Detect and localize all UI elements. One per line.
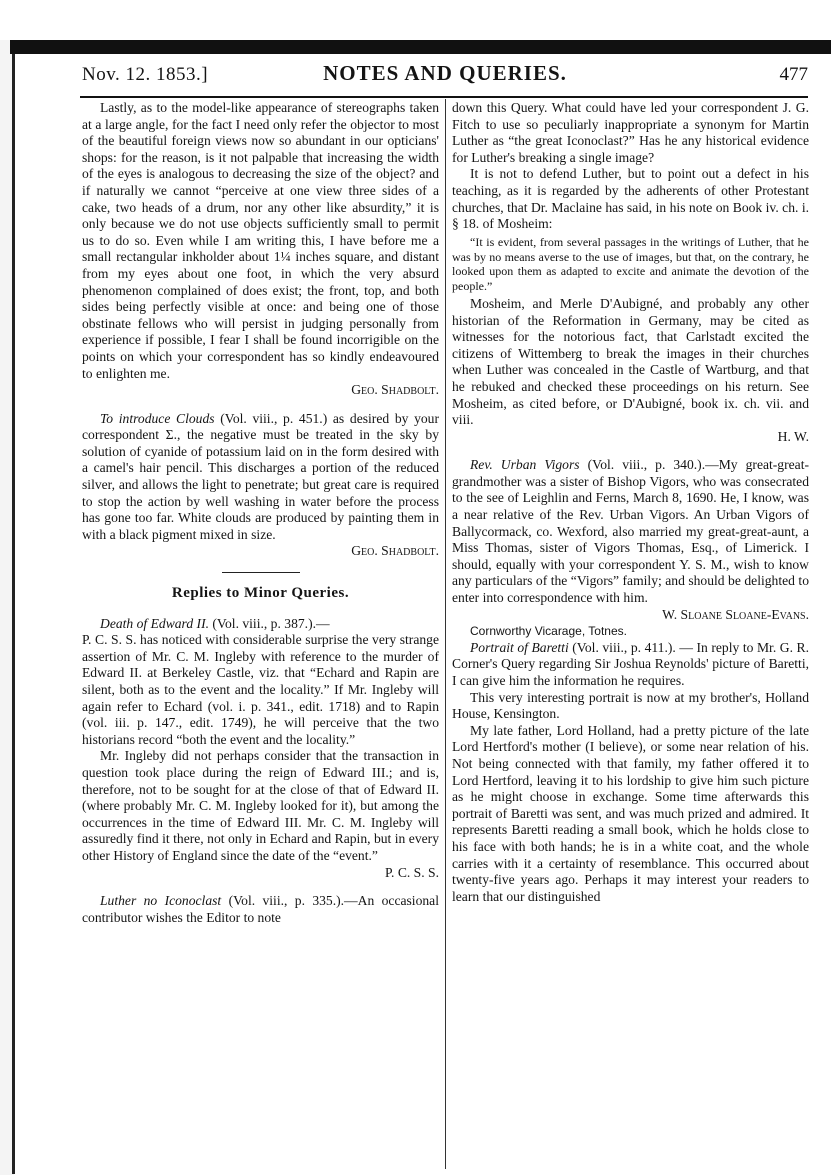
luther-paragraph: [82, 893, 439, 926]
edward-paragraph-1: P. C. S. S. has noticed with considerable surprise the very strange assertion of Mr. C. M. Ingleby with reference to the murder of Edward II. at Berkeley Castle, viz. that “Echard and Rapin are silent, both as to the event and the locality.” If Mr. Ingleby will again refer to Echard (vol. i. p. 341., edit. 1718) and to Rapin (vol. iii. p. 147., edit. 1749), he will perceive that the two historians record “both the event and the locality.”: [82, 632, 439, 747]
luther-continuation: down this Query. What could have led your correspondent J. G. Fitch to use so peculiarly inappropriate a synonym for Martin Luther as “the great Iconoclast?” Has he any historical evidence for Luther's breaking a single image?: [452, 100, 809, 165]
left-column: [82, 100, 439, 926]
luther-title: Luther no Iconoclast: [100, 893, 222, 909]
scan-top-bar: [10, 40, 831, 54]
baretti-title: Portrait of Baretti: [470, 639, 569, 655]
clouds-ref: (Vol. viii., p. 451.): [214, 410, 328, 426]
baretti-paragraph-2: This very interesting portrait is now at my brother's, Holland House, Kensington.: [452, 689, 809, 722]
vigors-ref: (Vol. viii., p. 340.).: [579, 457, 706, 473]
section-heading: Replies to Minor Queries.: [171, 585, 350, 602]
vigors-address: Cornworthy Vicarage, Totnes.: [470, 624, 627, 639]
clouds-paragraph: [82, 411, 439, 544]
baretti-paragraph: [452, 640, 809, 690]
luther-paragraph-2: It is not to defend Luther, but to point out a defect in his teaching, as it is regarded by the adherents of other Protestant churches, that Dr. Maclaine has said, in his note on Book iv. ch. i. § 18. of Mosheim:: [452, 166, 809, 232]
edward-signature: P. C. S. S.: [384, 864, 439, 880]
header-date: Nov. 12. 1853.]: [82, 64, 209, 85]
clouds-text: as desired by your correspondent Σ., the negative must be treated in the sky by solution of cyanide of potassium laid on in the form desired with a camel's hair pencil. This discharges a portion of the reduced silver, and allows the light to penetrate; but great care is required to stop the action by well washing in water before the process has gone too far. White clouds are produced by painting them in with a black pigment mixed in size.: [82, 410, 439, 542]
stereographs-signature: Geo. Shadbolt.: [351, 382, 439, 398]
baretti-ref: (Vol. viii., p. 411.).: [568, 639, 676, 655]
clouds-title: To introduce Clouds: [100, 410, 215, 426]
maclaine-quote: “It is evident, from several passages in the writings of Luther, that he was by no means averse to the use of images, but that, on the contrary, he looked upon them as adapted to excite and animate the devotion of the people.”: [452, 234, 809, 294]
page-number: 477: [779, 64, 808, 85]
clouds-signature: Geo. Shadbolt.: [351, 543, 439, 559]
header-rule: [80, 96, 808, 98]
column-rule: [445, 99, 446, 1169]
edward-heading: [82, 616, 439, 633]
page-header: [82, 58, 808, 94]
luther-ref: (Vol. viii., p. 335.).: [221, 893, 345, 909]
luther-signature: H. W.: [777, 428, 809, 444]
baretti-text: — In reply to Mr. G. R. Corner's Query regarding Sir Joshua Reynolds' picture of Baretti, I can give him the information he requires.: [452, 639, 809, 688]
vigors-signature: W. Sloane Sloane-Evans.: [662, 606, 809, 622]
stereographs-paragraph: Lastly, as to the model-like appearance of stereographs taken at a large angle, for the fact I need only refer the objector to most of the beautiful foreign views now so abundant in our opticians' shops: for the reason, is it not palpable that increasing the width of the eyes is analogous to decreasing the size of the object? and if naturally we cannot “perceive at one view three sides of a cake, two heads of a drum, nor any other like absurdity,” it is only because we do not use objects sufficiently small to permit us to do so. Even while I am writing this, I have before me a small rectangular inkholder about 1¼ inches square, and distant from my eyes about one foot, in which the very absurd phenomenon complained of does exist; the front, top, and both sides being perfectly visible at once: and being one of those obstinate fellows who will persist in judging personally from experience if possible, I fear I shall be found incorrigible on the points on which your correspondent has so kindly endeavoured to enlighten me.: [82, 100, 439, 381]
luther-paragraph-3: Mosheim, and Merle D'Aubigné, and probably any other historian of the Reformation in Germany, may be cited as witnesses for the notorious fact, that Carlstadt excited the citizens of Wittemberg to break the images in their churches when Luther was concealed in the Castle of Wartburg, and that he rebuked and checked these proceedings on his return. See Mosheim, as cited before, or D'Aubigné, book ix. ch. vii. and viii.: [452, 295, 809, 428]
luther-text: —An occasional contributor wishes the Editor to note: [82, 893, 439, 925]
edward-ref: (Vol. viii., p. 387.).—: [209, 615, 330, 631]
edward-title: Death of Edward II.: [100, 615, 209, 631]
right-column: [452, 100, 809, 905]
header-title: NOTES AND QUERIES.: [323, 61, 567, 85]
edward-paragraph-2: Mr. Ingleby did not perhaps consider that the transaction in question took place during the reign of Edward III.; and is, therefore, not to be sought for at the close of that of Edward II. (where probably Mr. C. M. Ingleby looked for it), but among the occurrences in the time of Edward III. Mr. C. M. Ingleby will assuredly find it there, not only in Echard and Rapin, but in every other History of England since the date of the “event.”: [82, 748, 439, 863]
section-divider: [222, 572, 300, 573]
scan-edge-line: [12, 54, 15, 1174]
baretti-paragraph-3: My late father, Lord Holland, had a pretty picture of the late Lord Hertford's mother (I believe), or some near relation of his. Not being connected with that family, my father offered it to Lord Hertford, leaving it to his lordship to give him such picture as he might choose in exchange. Some time afterwards this portrait of Baretti was sent, and was much prized and admired. It represents Baretti reading a small book, which he holds close to his face with both hands; he is in a white coat, and the whole carries with it a certainty of resemblance. This occurred about twenty-five years ago. Perhaps it may interest your readers to learn that our distinguished: [452, 722, 809, 904]
vigors-text: —My great-great-grandmother was a sister of Bishop Vigors, who was consecrated to the see of Leighlin and Ferns, March 8, 1690. He, I know, was a near relative of the Rev. Urban Vigors. An Urban Vigors of Ballycormack, co. Wexford, also married my great-great-aunt, a Miss Thomas, sister of Vigors Thomas, Esq., of Limerick. I should, equally with your correspondent Y. S. M., wish to know any particulars of the “Vigors” family; and should be delighted to enter into correspondence with him.: [452, 457, 810, 606]
vigors-title: Rev. Urban Vigors: [470, 457, 580, 473]
vigors-paragraph: [452, 457, 809, 606]
